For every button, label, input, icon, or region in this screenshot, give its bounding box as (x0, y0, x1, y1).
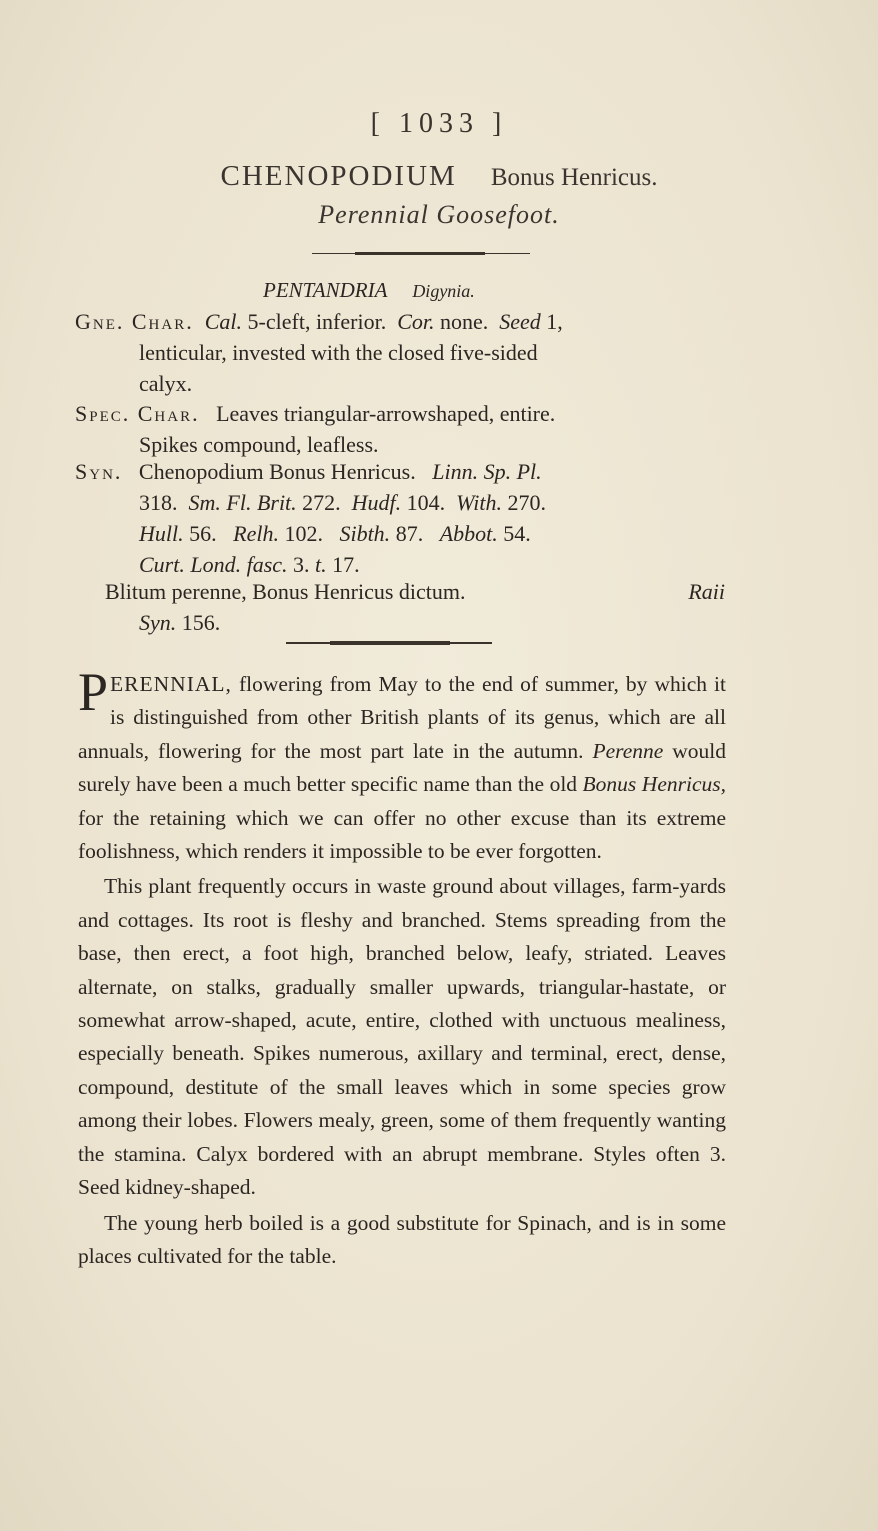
syn-ref: Sibth. (339, 521, 391, 546)
species-name: Bonus Henricus. (490, 164, 658, 191)
gne-char-label: Gne. Char. (75, 309, 194, 334)
order-name: Digynia. (412, 281, 475, 301)
italic-term: Perenne (592, 738, 664, 763)
paragraph-text: for the retaining which we can offer no other excuse than its extreme foolishness, which renders it impossible to be ever forgotten. (78, 805, 726, 864)
first-word: ERENNIAL, (110, 672, 232, 696)
cal-text: 5-cleft, inferior. (247, 309, 387, 334)
specific-character (75, 398, 725, 460)
syn-ref-num: 3. (293, 552, 310, 577)
syn-ref: Abbot. (439, 521, 498, 546)
genus-name: CHENOPODIUM (220, 160, 457, 192)
syn-ref-num: 270. (507, 490, 547, 515)
paragraph-text: would surely have been a much better specific name than the old (78, 738, 726, 797)
drop-cap: P (78, 662, 109, 722)
syn-line1-ref: Linn. Sp. Pl. (432, 459, 542, 484)
page-number: [ 1033 ] (370, 108, 508, 139)
gne-char-line2: lenticular, invested with the closed five-sided (139, 340, 538, 365)
spec-char-line2: Spikes compound, leafless. (139, 432, 379, 457)
ornamental-rule-top-center (355, 252, 485, 255)
gne-char-line3: calyx. (139, 371, 193, 396)
syn-line1-text: Chenopodium Bonus Henricus. (138, 459, 416, 484)
description-text (78, 662, 726, 1273)
syn-ref: Hull. (139, 521, 184, 546)
alternate-synonym (105, 576, 725, 638)
synonyms (75, 456, 725, 580)
syn-ref: Relh. (233, 521, 279, 546)
syn-line2 (75, 487, 725, 518)
syn-line3 (75, 518, 725, 549)
cor-text: none. (440, 309, 489, 334)
class-name: PENTANDRIA (263, 278, 388, 302)
cor-label: Cor. (397, 309, 435, 334)
syn-ref-num: 87. (395, 521, 424, 546)
italic-term: Bonus Henricus, (582, 772, 726, 797)
spec-char-label: Spec. Char. (75, 401, 200, 426)
paragraph-2: This plant frequently occurs in waste ground about villages, farm-yards and cottages. Its root is fleshy and branched. Stems spreading from the base, then erect, a foot high, branched below, leafy, striated. Leaves alternate, on stalks, gradually smaller upwards, triangular-hastate, or somewhat arrow-shaped, acute, entire, clothed with unctuous mealiness, especially beneath. Spikes numerous, axillary and terminal, erect, dense, compound, destitute of the small leaves which in some species grow among their lobes. Flowers mealy, green, some of them frequently wanting the stamina. Calyx bordered with an abrupt membrane. Styles often 3. Seed kidney-shaped. (78, 874, 726, 1200)
syn-ref: With. (456, 490, 503, 515)
paragraph-3: The young herb boiled is a good substitute for Spinach, and is in some places cultivated for the table. (78, 1210, 726, 1268)
alt-synonym-num: 156. (181, 610, 221, 635)
paragraph-1 (78, 662, 726, 868)
syn-ref: Curt. Lond. fasc. (139, 552, 288, 577)
syn-ref-num: 56. (189, 521, 217, 546)
spec-char-line1: Leaves triangular-arrowshaped, entire. (216, 401, 556, 426)
syn-ref-num: 104. (406, 490, 446, 515)
common-name: Perennial Goosefoot. (318, 200, 560, 229)
syn-label: Syn. (75, 459, 123, 484)
alt-synonym-text: Blitum perenne, Bonus Henricus dictum. (105, 579, 466, 604)
syn-ref-num: 272. (302, 490, 341, 515)
syn-ref: t. (315, 552, 327, 577)
alt-synonym-line2 (105, 607, 725, 638)
seed-label: Seed (499, 309, 541, 334)
seed-text: 1, (546, 309, 563, 334)
ornamental-rule-middle-center (330, 641, 450, 645)
paragraph-text: flowering from May to the end of summer, by which it is distinguished from other British plants of its genus, which are all annuals, flowering for the most part late in the autumn. (78, 672, 726, 763)
syn-ref-num: 102. (284, 521, 323, 546)
syn-ref: Sm. Fl. Brit. (188, 490, 297, 515)
syn-ref: Hudf. (351, 490, 402, 515)
syn-ref-num: 17. (332, 552, 360, 577)
syn-ref-num: 318. (139, 490, 178, 515)
alt-synonym-ref: Raii (688, 579, 725, 604)
cal-label: Cal. (204, 309, 243, 334)
alt-synonym-ref2: Syn. (139, 610, 177, 635)
generic-character (75, 306, 725, 399)
syn-ref-num: 54. (503, 521, 531, 546)
plant-title (0, 160, 878, 193)
linnaean-classification (263, 278, 475, 303)
